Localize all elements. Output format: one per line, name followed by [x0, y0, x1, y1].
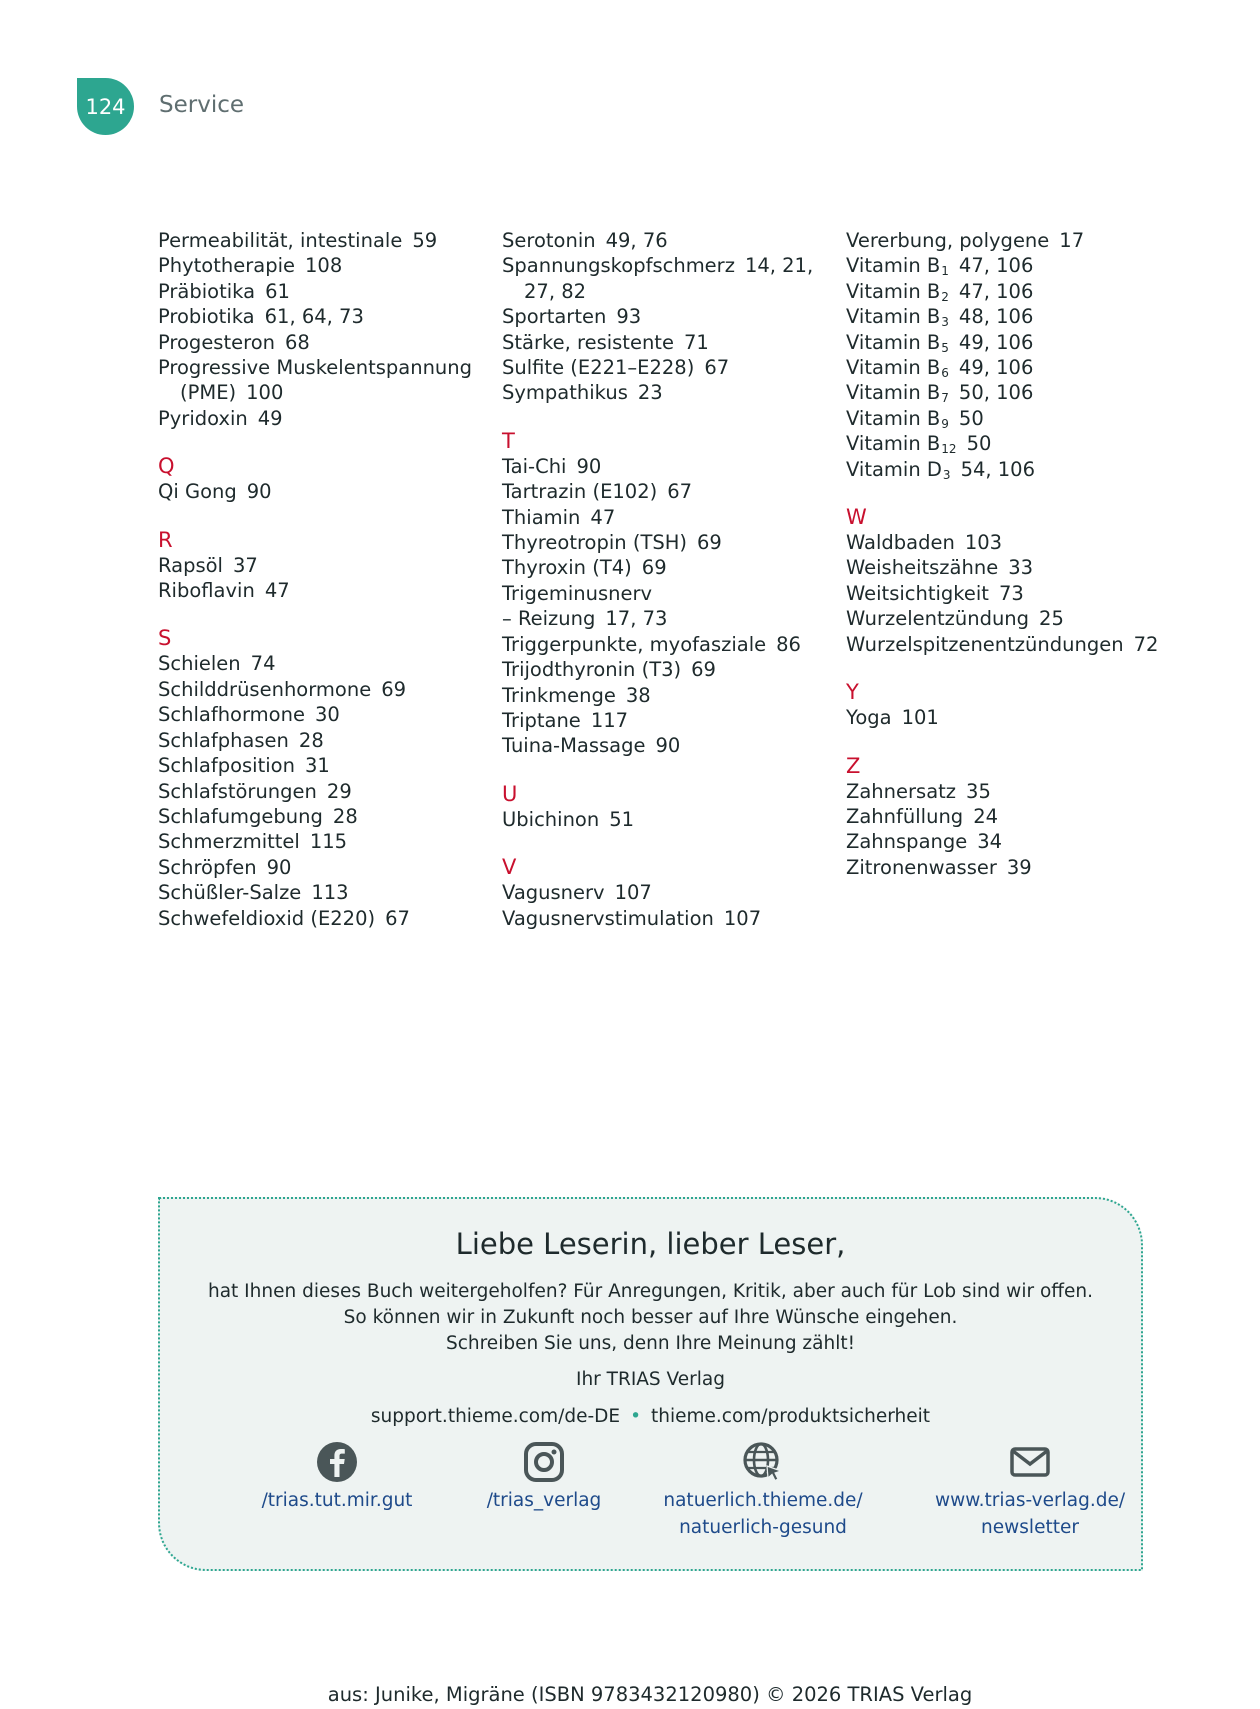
index-letter-heading: U: [502, 781, 518, 806]
index-entry: [846, 228, 1186, 253]
index-term: Vitamin B: [846, 254, 941, 278]
index-term: Schwefeldioxid (E220): [158, 906, 376, 930]
index-term: Thyreotropin (TSH): [502, 531, 688, 555]
index-entry: [502, 505, 842, 530]
index-page-numbers: 37: [232, 553, 258, 577]
index-letter-heading: S: [158, 626, 172, 651]
index-term: Weisheitszähne: [846, 556, 999, 580]
index-page-numbers: 49, 106: [958, 330, 1034, 354]
info-signature: Ihr TRIAS Verlag: [576, 1369, 725, 1390]
index-letter-heading: T: [502, 428, 515, 453]
index-entry: [502, 454, 842, 479]
index-page-numbers: 86: [776, 632, 801, 656]
newsletter-url-line-2: newsletter: [981, 1517, 1079, 1538]
index-entry: [158, 702, 498, 727]
index-term: Progressive Muskelentspannung: [158, 356, 473, 380]
index-page-numbers: 28: [332, 804, 358, 828]
index-page-numbers: 50, 106: [958, 381, 1034, 405]
index-page-numbers: 103: [964, 531, 1003, 555]
index-letter-heading: W: [846, 505, 867, 530]
index-term: Probiotika: [158, 305, 255, 329]
index-term: Weitsichtigkeit: [846, 581, 989, 605]
info-links: [160, 1406, 1141, 1427]
index-term: Vitamin B: [846, 356, 941, 380]
index-page-numbers: 90: [246, 480, 272, 504]
index-page-numbers: 90: [266, 855, 292, 879]
index-page-numbers: 68: [285, 330, 310, 354]
index-page-numbers: 28: [298, 728, 324, 752]
index-entry: [502, 807, 842, 832]
index-letter-heading: Y: [846, 680, 859, 705]
index-entry: [158, 880, 498, 905]
index-page-numbers: 31: [304, 754, 330, 778]
index-entry: [502, 657, 842, 682]
index-entry: [158, 228, 498, 253]
support-link[interactable]: support.thieme.com/de-DE: [370, 1406, 621, 1427]
index-page-numbers: 113: [311, 881, 349, 905]
index-term: Schmerzmittel: [158, 830, 300, 854]
index-page-numbers: 69: [381, 677, 407, 701]
newsletter-url-line-1: www.trias-verlag.de/: [934, 1490, 1126, 1511]
index-page-numbers: 49, 106: [958, 356, 1034, 380]
index-term: Schlafhormone: [158, 703, 305, 727]
index-column-1: [158, 228, 498, 931]
index-entry: [502, 530, 842, 555]
index-term-subscript: 2: [941, 289, 949, 304]
index-entry: [158, 406, 498, 431]
info-line: hat Ihnen dieses Buch weitergeholfen? Für Anregungen, Kritik, aber auch für Lob sind wir offen.: [207, 1281, 1093, 1302]
index-entry: [846, 632, 1186, 657]
index-page-numbers: 51: [609, 807, 635, 831]
index-entry: [158, 330, 498, 355]
index-page-numbers: 115: [309, 830, 348, 854]
index-term: Zahnspange: [846, 830, 968, 854]
index-page-numbers: 90: [576, 454, 602, 478]
index-entry: [158, 804, 498, 829]
reader-info-box: [158, 1197, 1143, 1571]
index-page-numbers: 72: [1133, 632, 1159, 656]
index-term: Progesteron: [158, 330, 275, 354]
index-term: Sympathikus: [502, 381, 628, 405]
index-term-subscript: 3: [942, 467, 951, 482]
index-page-numbers: 117: [590, 708, 629, 732]
index-term: Präbiotika: [158, 279, 256, 303]
index-entry: [846, 555, 1186, 580]
index-entry: [846, 530, 1186, 555]
index-term: Phytotherapie: [158, 254, 295, 278]
index-term: Vitamin B: [846, 305, 941, 329]
index-term: Sulfite (E221–E228): [502, 356, 695, 380]
index-page-numbers: 59: [412, 229, 438, 252]
index-page-numbers: 71: [683, 330, 709, 354]
index-page-numbers: 67: [385, 906, 410, 930]
index-entry: [846, 253, 1186, 278]
index-page-numbers: 47, 106: [958, 279, 1034, 303]
index-page-numbers: 74: [250, 652, 276, 676]
index-letter-heading: Q: [158, 454, 175, 479]
index-term: Vagusnervstimulation: [502, 906, 714, 930]
index-entry: [502, 479, 842, 504]
index-entry: [846, 581, 1186, 606]
index-letter-heading: R: [158, 527, 173, 552]
index-entry: [846, 705, 1186, 730]
info-line: Schreiben Sie uns, denn Ihre Meinung zählt!: [445, 1333, 856, 1354]
index-entry: [502, 683, 842, 708]
index-entry: [846, 330, 1186, 355]
index-entry: [502, 632, 842, 657]
index-page-numbers: 23: [637, 381, 663, 405]
index-page-numbers: 108: [305, 254, 343, 278]
mail-icon: [1009, 1441, 1051, 1483]
index-entry: [158, 355, 498, 380]
instagram-handle: /trias_verlag: [486, 1490, 602, 1511]
index-term: Riboflavin: [158, 579, 255, 603]
web-icon: [742, 1441, 784, 1483]
info-line: So können wir in Zukunft noch besser auf Ihre Wünsche eingehen.: [343, 1307, 958, 1328]
index-entry: [158, 855, 498, 880]
section-title: Service: [159, 92, 245, 118]
index-term-subscript: 5: [941, 340, 949, 355]
index-entry: [846, 804, 1186, 829]
index-term: Vitamin B: [846, 330, 941, 354]
index-term: Schlafumgebung: [158, 804, 323, 828]
index-page-numbers: 54, 106: [960, 457, 1035, 481]
website-url-line-2: natuerlich-gesund: [679, 1517, 847, 1538]
facebook-icon: [316, 1441, 358, 1483]
index-term: (PME): [180, 381, 237, 405]
index-column-2: [502, 228, 842, 931]
index-page-numbers: 107: [614, 881, 652, 905]
index-term: Vitamin B: [846, 279, 941, 303]
index-page-numbers: 69: [641, 556, 667, 580]
index-page-numbers: 25: [1039, 607, 1064, 631]
index-entry: [502, 606, 842, 631]
index-term: Vagusnerv: [502, 881, 605, 905]
index-entry: [158, 677, 498, 702]
index-entry: [158, 253, 498, 278]
index-page-numbers: 90: [655, 734, 681, 758]
index-term: Schlafstörungen: [158, 779, 317, 803]
index-entry: [502, 733, 842, 758]
index-term: Schielen: [158, 652, 241, 676]
index-term: Sportarten: [502, 305, 607, 329]
index-term: Rapsöl: [158, 553, 223, 577]
index-page-numbers: 47: [264, 579, 290, 603]
index-entry: [846, 406, 1186, 431]
page-number-badge: 124: [77, 78, 134, 135]
index-term: Yoga: [846, 706, 892, 730]
index-term-subscript: 12: [941, 442, 957, 457]
index-term: Serotonin: [502, 229, 596, 252]
index-term: Vitamin D: [846, 457, 942, 481]
index-entry: [502, 279, 842, 304]
index-term: Schlafposition: [158, 754, 295, 778]
index-page-numbers: 101: [901, 706, 939, 730]
index-page-numbers: 50: [966, 432, 992, 456]
index-letter-heading: Z: [846, 753, 861, 778]
index-term: Zahnersatz: [846, 779, 957, 803]
index-page-numbers: 34: [977, 830, 1003, 854]
index-term: 27, 82: [524, 279, 587, 303]
index-page-numbers: 49, 76: [605, 229, 668, 252]
index-entry: [158, 380, 498, 405]
index-entry: [158, 651, 498, 676]
index-entry: [846, 606, 1186, 631]
social-website[interactable]: [648, 1441, 878, 1541]
index-term: Thyroxin (T4): [502, 556, 632, 580]
index-entry: [846, 457, 1186, 482]
social-newsletter[interactable]: [915, 1441, 1145, 1541]
index-page-numbers: 61: [265, 279, 290, 303]
index-term: Vitamin B: [846, 406, 941, 430]
index-term-subscript: 6: [941, 366, 949, 381]
index-term: Triptane: [502, 708, 581, 732]
social-facebook[interactable]: [222, 1441, 452, 1514]
index-term: Vererbung, polygene: [846, 229, 1050, 252]
link-separator: •: [630, 1406, 641, 1427]
index-entry: [846, 279, 1186, 304]
index-entry: [502, 355, 842, 380]
index-term: Stärke, resistente: [502, 330, 674, 354]
index-entry: [502, 330, 842, 355]
index-entry: [158, 779, 498, 804]
social-links: [160, 1441, 1141, 1551]
index-entry: [502, 228, 842, 253]
index-term: Schilddrüsenhormone: [158, 677, 372, 701]
index-letter-heading: V: [502, 855, 517, 880]
index-page-numbers: 48, 106: [958, 305, 1034, 329]
index-entry: [502, 708, 842, 733]
index-term: Trigeminusnerv: [502, 581, 653, 605]
index-term: Schlafphasen: [158, 728, 289, 752]
index-entry: [502, 555, 842, 580]
index-entry: [846, 304, 1186, 329]
index-term: Thiamin: [502, 505, 581, 529]
website-url-line-1: natuerlich.thieme.de/: [663, 1490, 863, 1511]
index-page-numbers: 29: [326, 779, 352, 803]
index-entry: [158, 279, 498, 304]
index-entry: [158, 578, 498, 603]
info-title: Liebe Leserin, lieber Leser,: [455, 1227, 846, 1261]
index-page-numbers: 47, 106: [958, 254, 1034, 278]
index-entry: [158, 553, 498, 578]
index-entry: [846, 829, 1186, 854]
index-page-numbers: 67: [704, 356, 730, 380]
index-term: Tartrazin (E102): [502, 480, 658, 504]
index-page-numbers: 17: [1059, 229, 1085, 252]
index-entry: [502, 880, 842, 905]
index-term: Wurzelentzündung: [846, 607, 1030, 631]
index-term: Spannungskopfschmerz: [502, 254, 735, 278]
index-entry: [158, 479, 498, 504]
index-entry: [158, 753, 498, 778]
index-page-numbers: 14, 21,: [744, 254, 814, 278]
footer-citation: aus: Junike, Migräne (ISBN 9783432120980) © 2026 TRIAS Verlag: [327, 1683, 973, 1706]
index-page-numbers: 100: [246, 381, 284, 405]
index-page-numbers: 69: [691, 658, 716, 682]
index-page-numbers: 93: [616, 305, 642, 329]
index-entry: [846, 779, 1186, 804]
index-entry: [502, 906, 842, 931]
index-entry: [502, 581, 842, 606]
index-entry: [846, 855, 1186, 880]
index-entry: [846, 431, 1186, 456]
index-term-subscript: 1: [941, 264, 949, 279]
index-page-numbers: 107: [723, 906, 762, 930]
index-page-numbers: 67: [667, 480, 693, 504]
index-page-numbers: 73: [998, 581, 1024, 605]
index-page-numbers: 49: [257, 406, 283, 430]
index-entry: [846, 355, 1186, 380]
index-entry: [158, 304, 498, 329]
index-term: Schröpfen: [158, 855, 257, 879]
index-term: Tuina-Massage: [502, 734, 646, 758]
index-term-subscript: 9: [941, 416, 949, 431]
info-text: [160, 1279, 1141, 1357]
index-term: Permeabilität, intestinale: [158, 229, 403, 252]
index-page-numbers: 17, 73: [605, 607, 668, 631]
index-term: Vitamin B: [846, 432, 941, 456]
instagram-icon: [523, 1441, 565, 1483]
index-page-numbers: 38: [625, 683, 651, 707]
index-entry: [846, 380, 1186, 405]
index-term: Pyridoxin: [158, 406, 248, 430]
index-term: Schüßler-Salze: [158, 881, 302, 905]
social-instagram[interactable]: [429, 1441, 659, 1514]
index-page-numbers: 61, 64, 73: [264, 305, 364, 329]
index-term: Waldbaden: [846, 531, 955, 555]
index-page-numbers: 24: [973, 804, 999, 828]
index-entry: [158, 829, 498, 854]
index-term: Zitronenwasser: [846, 855, 997, 879]
index-term: Trinkmenge: [502, 683, 616, 707]
index-term: Triggerpunkte, myofasziale: [502, 632, 767, 656]
index-term: Trijodthyronin (T3): [502, 658, 682, 682]
index-entry: [502, 304, 842, 329]
index-term-subscript: 3: [941, 315, 949, 330]
index-term: Ubichinon: [502, 807, 600, 831]
facebook-handle: /trias.tut.mir.gut: [261, 1490, 413, 1511]
index-entry: [502, 380, 842, 405]
index-entry: [158, 906, 498, 931]
index-entry: [158, 728, 498, 753]
index-page-numbers: 39: [1006, 855, 1032, 879]
index-term: Qi Gong: [158, 480, 237, 504]
index-entry: [502, 253, 842, 278]
index-page-numbers: 33: [1008, 556, 1034, 580]
index-page-numbers: 35: [966, 779, 991, 803]
index-column-3: [846, 228, 1186, 880]
index-term: Tai-Chi: [502, 454, 567, 478]
index-term: – Reizung: [502, 607, 596, 631]
index-term: Vitamin B: [846, 381, 941, 405]
index-term: Wurzelspitzenentzündungen: [846, 632, 1124, 656]
index-page-numbers: 69: [697, 531, 722, 555]
index-page-numbers: 30: [314, 703, 340, 727]
product-safety-link[interactable]: thieme.com/produktsicherheit: [651, 1406, 931, 1427]
index-term: Zahnfüllung: [846, 804, 964, 828]
index-page-numbers: 50: [958, 406, 984, 430]
index-term-subscript: 7: [941, 391, 949, 406]
index-page-numbers: 47: [590, 505, 616, 529]
